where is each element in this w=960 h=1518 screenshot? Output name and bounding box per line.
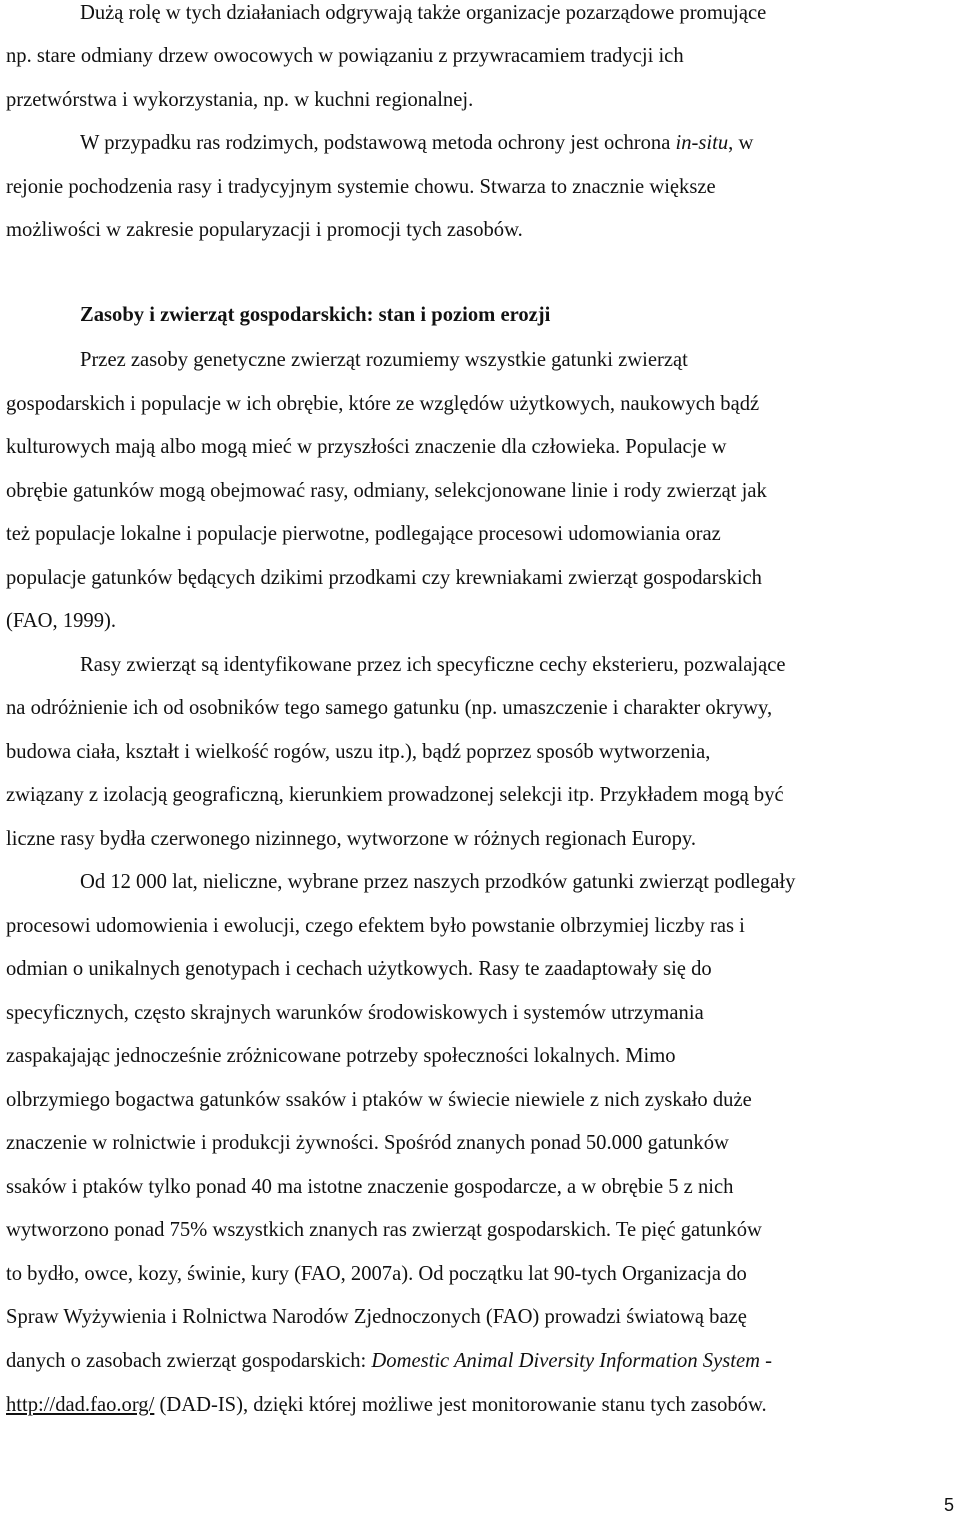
intro-line-2: np. stare odmiany drzew owocowych w powiązaniu z przywracamiem tradycji ich: [6, 45, 684, 67]
dad-is-system-name: Domestic Animal Diversity Information System: [371, 1350, 760, 1372]
history-line-7: znaczenie w rolnictwie i produkcji żywności. Spośród znanych ponad 50.000 gatunków: [6, 1132, 729, 1154]
definition-line-6: populacje gatunków będących dzikimi przodkami czy krewniakami zwierząt gospodarskich: [6, 567, 762, 589]
breeds-line-5: liczne rasy bydła czerwonego nizinnego, wytworzone w różnych regionach Europy.: [6, 828, 697, 850]
history-line-6: olbrzymiego bogactwa gatunków ssaków i ptaków w świecie niewiele z nich zyskało duże: [6, 1089, 752, 1111]
breeds-line-1: Rasy zwierząt są identyfikowane przez ich specyficzne cechy eksterieru, pozwalające: [80, 654, 786, 676]
history-line-12-text-a: danych o zasobach zwierząt gospodarskich:: [6, 1350, 372, 1372]
history-line-13: [6, 1392, 767, 1418]
history-line-8: ssaków i ptaków tylko ponad 40 ma istotne znaczenie gospodarcze, a w obrębie 5 z nich: [6, 1176, 734, 1198]
intro-line-3: przetwórstwa i wykorzystania, np. w kuchni regionalnej.: [6, 89, 474, 111]
intro-line-1: Dużą rolę w tych działaniach odgrywają także organizacje pozarządowe promujące: [80, 2, 767, 24]
definition-line-3: kulturowych mają albo mogą mieć w przyszłości znaczenie dla człowieka. Populacje w: [6, 436, 727, 458]
page-number: 5: [943, 1495, 954, 1515]
history-line-3: odmian o unikalnych genotypach i cechach użytkowych. Rasy te zaadaptowały się do: [6, 958, 712, 980]
insitu-line-1-text-b: , w: [728, 132, 754, 154]
dad-fao-link[interactable]: http://dad.fao.org/: [6, 1394, 155, 1416]
breeds-line-4: związany z izolacją geograficzną, kierunkiem prowadzonej selekcji itp. Przykładem mogą być: [6, 784, 784, 806]
insitu-line-2: rejonie pochodzenia rasy i tradycyjnym systemie chowu. Stwarza to znacznie większe: [6, 176, 716, 198]
history-line-11: Spraw Wyżywienia i Rolnictwa Narodów Zjednoczonych (FAO) prowadzi światową bazę: [6, 1306, 747, 1328]
history-line-2: procesowi udomowienia i ewolucji, czego efektem było powstanie olbrzymiej liczby ras i: [6, 915, 745, 937]
definition-line-5: też populacje lokalne i populacje pierwotne, podlegające procesowi udomowiania oraz: [6, 523, 721, 545]
insitu-term: in-situ: [675, 132, 729, 154]
history-line-12-text-b: -: [759, 1350, 772, 1372]
history-line-1: Od 12 000 lat, nieliczne, wybrane przez naszych przodków gatunki zwierząt podlegały: [80, 871, 796, 893]
history-line-10: to bydło, owce, kozy, świnie, kury (FAO, 2007a). Od początku lat 90-tych Organizacja do: [6, 1263, 747, 1285]
breeds-line-3: budowa ciała, kształt i wielkość rogów, uszu itp.), bądź poprzez sposób wytworzenia,: [6, 741, 711, 763]
history-line-9: wytworzono ponad 75% wszystkich znanych ras zwierząt gospodarskich. Te pięć gatunków: [6, 1219, 762, 1241]
insitu-line-3: możliwości w zakresie popularyzacji i promocji tych zasobów.: [6, 219, 523, 241]
insitu-line-1-text-a: W przypadku ras rodzimych, podstawową metoda ochrony jest ochrona: [80, 132, 676, 154]
breeds-line-2: na odróżnienie ich od osobników tego samego gatunku (np. umaszczenie i charakter okrywy,: [6, 697, 773, 719]
definition-line-7: (FAO, 1999).: [6, 610, 117, 632]
history-line-12: [6, 1348, 772, 1374]
definition-line-1: Przez zasoby genetyczne zwierząt rozumiemy wszystkie gatunki zwierząt: [80, 349, 688, 371]
history-line-4: specyficznych, często skrajnych warunków środowiskowych i systemów utrzymania: [6, 1002, 704, 1024]
history-line-13-text: (DAD-IS), dzięki której możliwe jest monitorowanie stanu tych zasobów.: [154, 1394, 767, 1416]
definition-line-2: gospodarskich i populacje w ich obrębie, które ze względów użytkowych, naukowych bądź: [6, 393, 760, 415]
definition-line-4: obrębie gatunków mogą obejmować rasy, odmiany, selekcjonowane linie i rody zwierząt jak: [6, 480, 767, 502]
insitu-line-1: [80, 130, 753, 156]
history-line-5: zaspakajając jednocześnie zróżnicowane potrzeby społeczności lokalnych. Mimo: [6, 1045, 676, 1067]
section-heading: Zasoby i zwierząt gospodarskich: stan i poziom erozji: [80, 304, 551, 326]
